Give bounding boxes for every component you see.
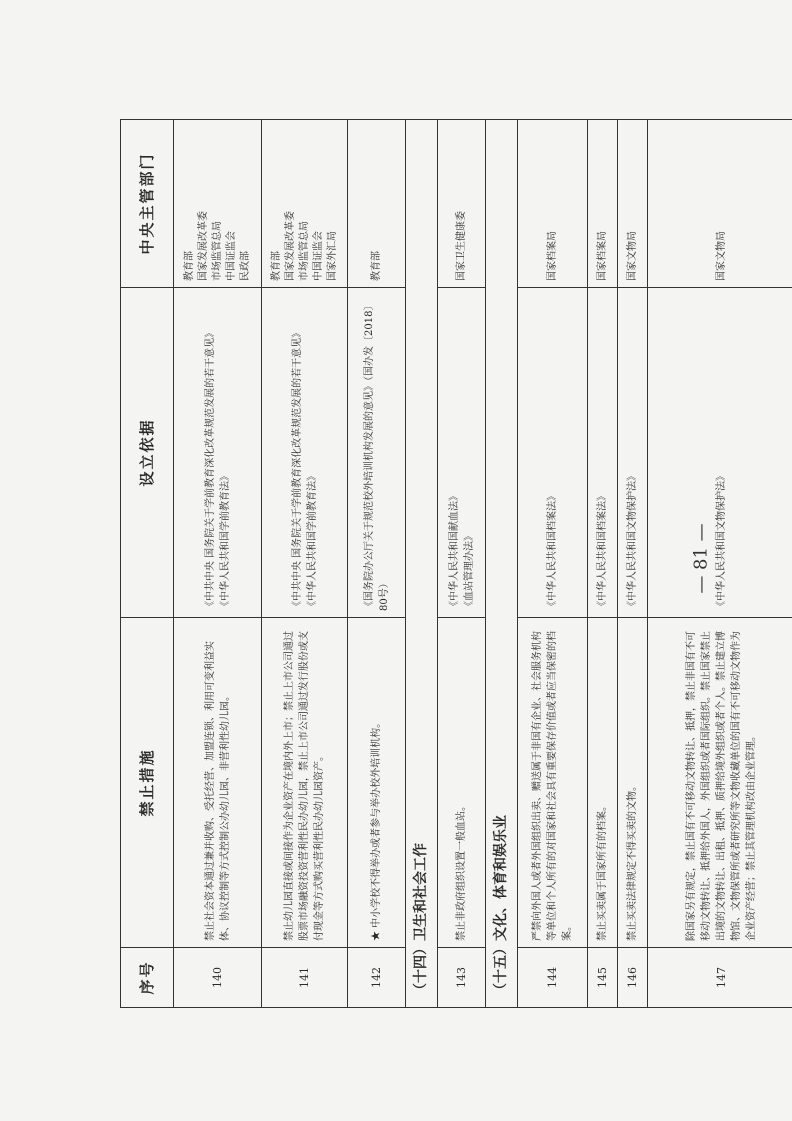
row-measure: 禁止社会资本通过兼并收购、受托经营、加盟连锁、利用可变利益实体、协议控制等方式控制公办幼儿园、非营利性幼儿园。 <box>174 618 262 948</box>
row-no: 146 <box>618 948 648 1008</box>
row-no: 141 <box>262 948 348 1008</box>
header-no: 序号 <box>121 948 174 1008</box>
table-row <box>618 120 648 1008</box>
header-basis: 设立依据 <box>121 288 174 618</box>
row-no: 144 <box>518 948 588 1008</box>
table-header-row <box>121 120 174 1008</box>
row-basis: 《中华人民共和国文物保护法》 <box>648 288 792 618</box>
row-measure: 禁止买卖属于国家所有的档案。 <box>588 618 618 948</box>
row-measure: 严禁向外国人或者外国组织出卖、赠送属于非国有企业、社会服务机构等单位和个人所有的对国家和社会具有重要保存价值或者应当保密的档案。 <box>518 618 588 948</box>
row-measure: 禁止幼儿园直接或间接作为企业资产在境内外上市；禁止上市公司通过股票市场融资投资营利性民办幼儿园，禁止上市公司通过发行股份或支付现金等方式购买营利性民办幼儿园资产。 <box>262 618 348 948</box>
table-row <box>518 120 588 1008</box>
row-dept: 教育部 国家发展改革委 市场监管总局 中国证监会 民政部 <box>174 120 262 288</box>
row-dept: 国家文物局 <box>618 120 648 288</box>
section-title: （十五）文化、体育和娱乐业 <box>486 120 518 1008</box>
row-no: 143 <box>438 948 486 1008</box>
row-measure: 禁止非政府组织设置一般血站。 <box>438 618 486 948</box>
section-row <box>406 120 438 1008</box>
page-number: — 81 — <box>690 523 712 594</box>
row-dept: 国家档案局 <box>518 120 588 288</box>
row-basis: 《中共中央 国务院关于学前教育深化改革规范发展的若干意见》 《中华人民共和国学前教育法》 <box>174 288 262 618</box>
row-no: 140 <box>174 948 262 1008</box>
row-basis: 《中华人民共和国文物保护法》 <box>618 288 648 618</box>
row-dept: 教育部 <box>348 120 406 288</box>
row-no: 145 <box>588 948 618 1008</box>
table-row <box>262 120 348 1008</box>
row-basis: 《中华人民共和国献血法》 《血站管理办法》 <box>438 288 486 618</box>
table-row <box>438 120 486 1008</box>
table-row <box>174 120 262 1008</box>
row-dept: 国家档案局 <box>588 120 618 288</box>
row-basis: 《国务院办公厅关于规范校外培训机构发展的意见》（国办发〔2018〕80号） <box>348 288 406 618</box>
row-measure: ★ 中小学校不得举办或者参与举办校外培训机构。 <box>348 618 406 948</box>
table-row <box>348 120 406 1008</box>
section-row <box>486 120 518 1008</box>
header-measure: 禁止措施 <box>121 618 174 948</box>
row-dept: 教育部 国家发展改革委 市场监管总局 中国证监会 国家外汇局 <box>262 120 348 288</box>
row-no: 142 <box>348 948 406 1008</box>
row-dept: 国家文物局 <box>648 120 792 288</box>
row-basis: 《中华人民共和国档案法》 <box>588 288 618 618</box>
table-row <box>648 120 792 1008</box>
row-measure: 除国家另有规定，禁止国有不可移动文物转让、抵押，禁止非国有不可移动文物转让、抵押给外国人，外国组织或者国际组织。禁止国家禁止出境的文物转让、出租、抵押、质押给境外组织或者个人。禁止建立博物馆、文物保管所或者研究所等文物收藏单位的国有不可移动文物作为企业资产经营；禁止其管理机构改由企业管理。 <box>648 618 792 948</box>
row-no: 147 <box>648 948 792 1008</box>
header-dept: 中央主管部门 <box>121 120 174 288</box>
section-title: （十四）卫生和社会工作 <box>406 120 438 1008</box>
row-dept: 国家卫生健康委 <box>438 120 486 288</box>
table-row <box>588 120 618 1008</box>
row-measure: 禁止买卖法律规定不得买卖的文物。 <box>618 618 648 948</box>
row-basis: 《中共中央 国务院关于学前教育深化改革规范发展的若干意见》 《中华人民共和国学前教育法》 <box>262 288 348 618</box>
row-basis: 《中华人民共和国档案法》 <box>518 288 588 618</box>
